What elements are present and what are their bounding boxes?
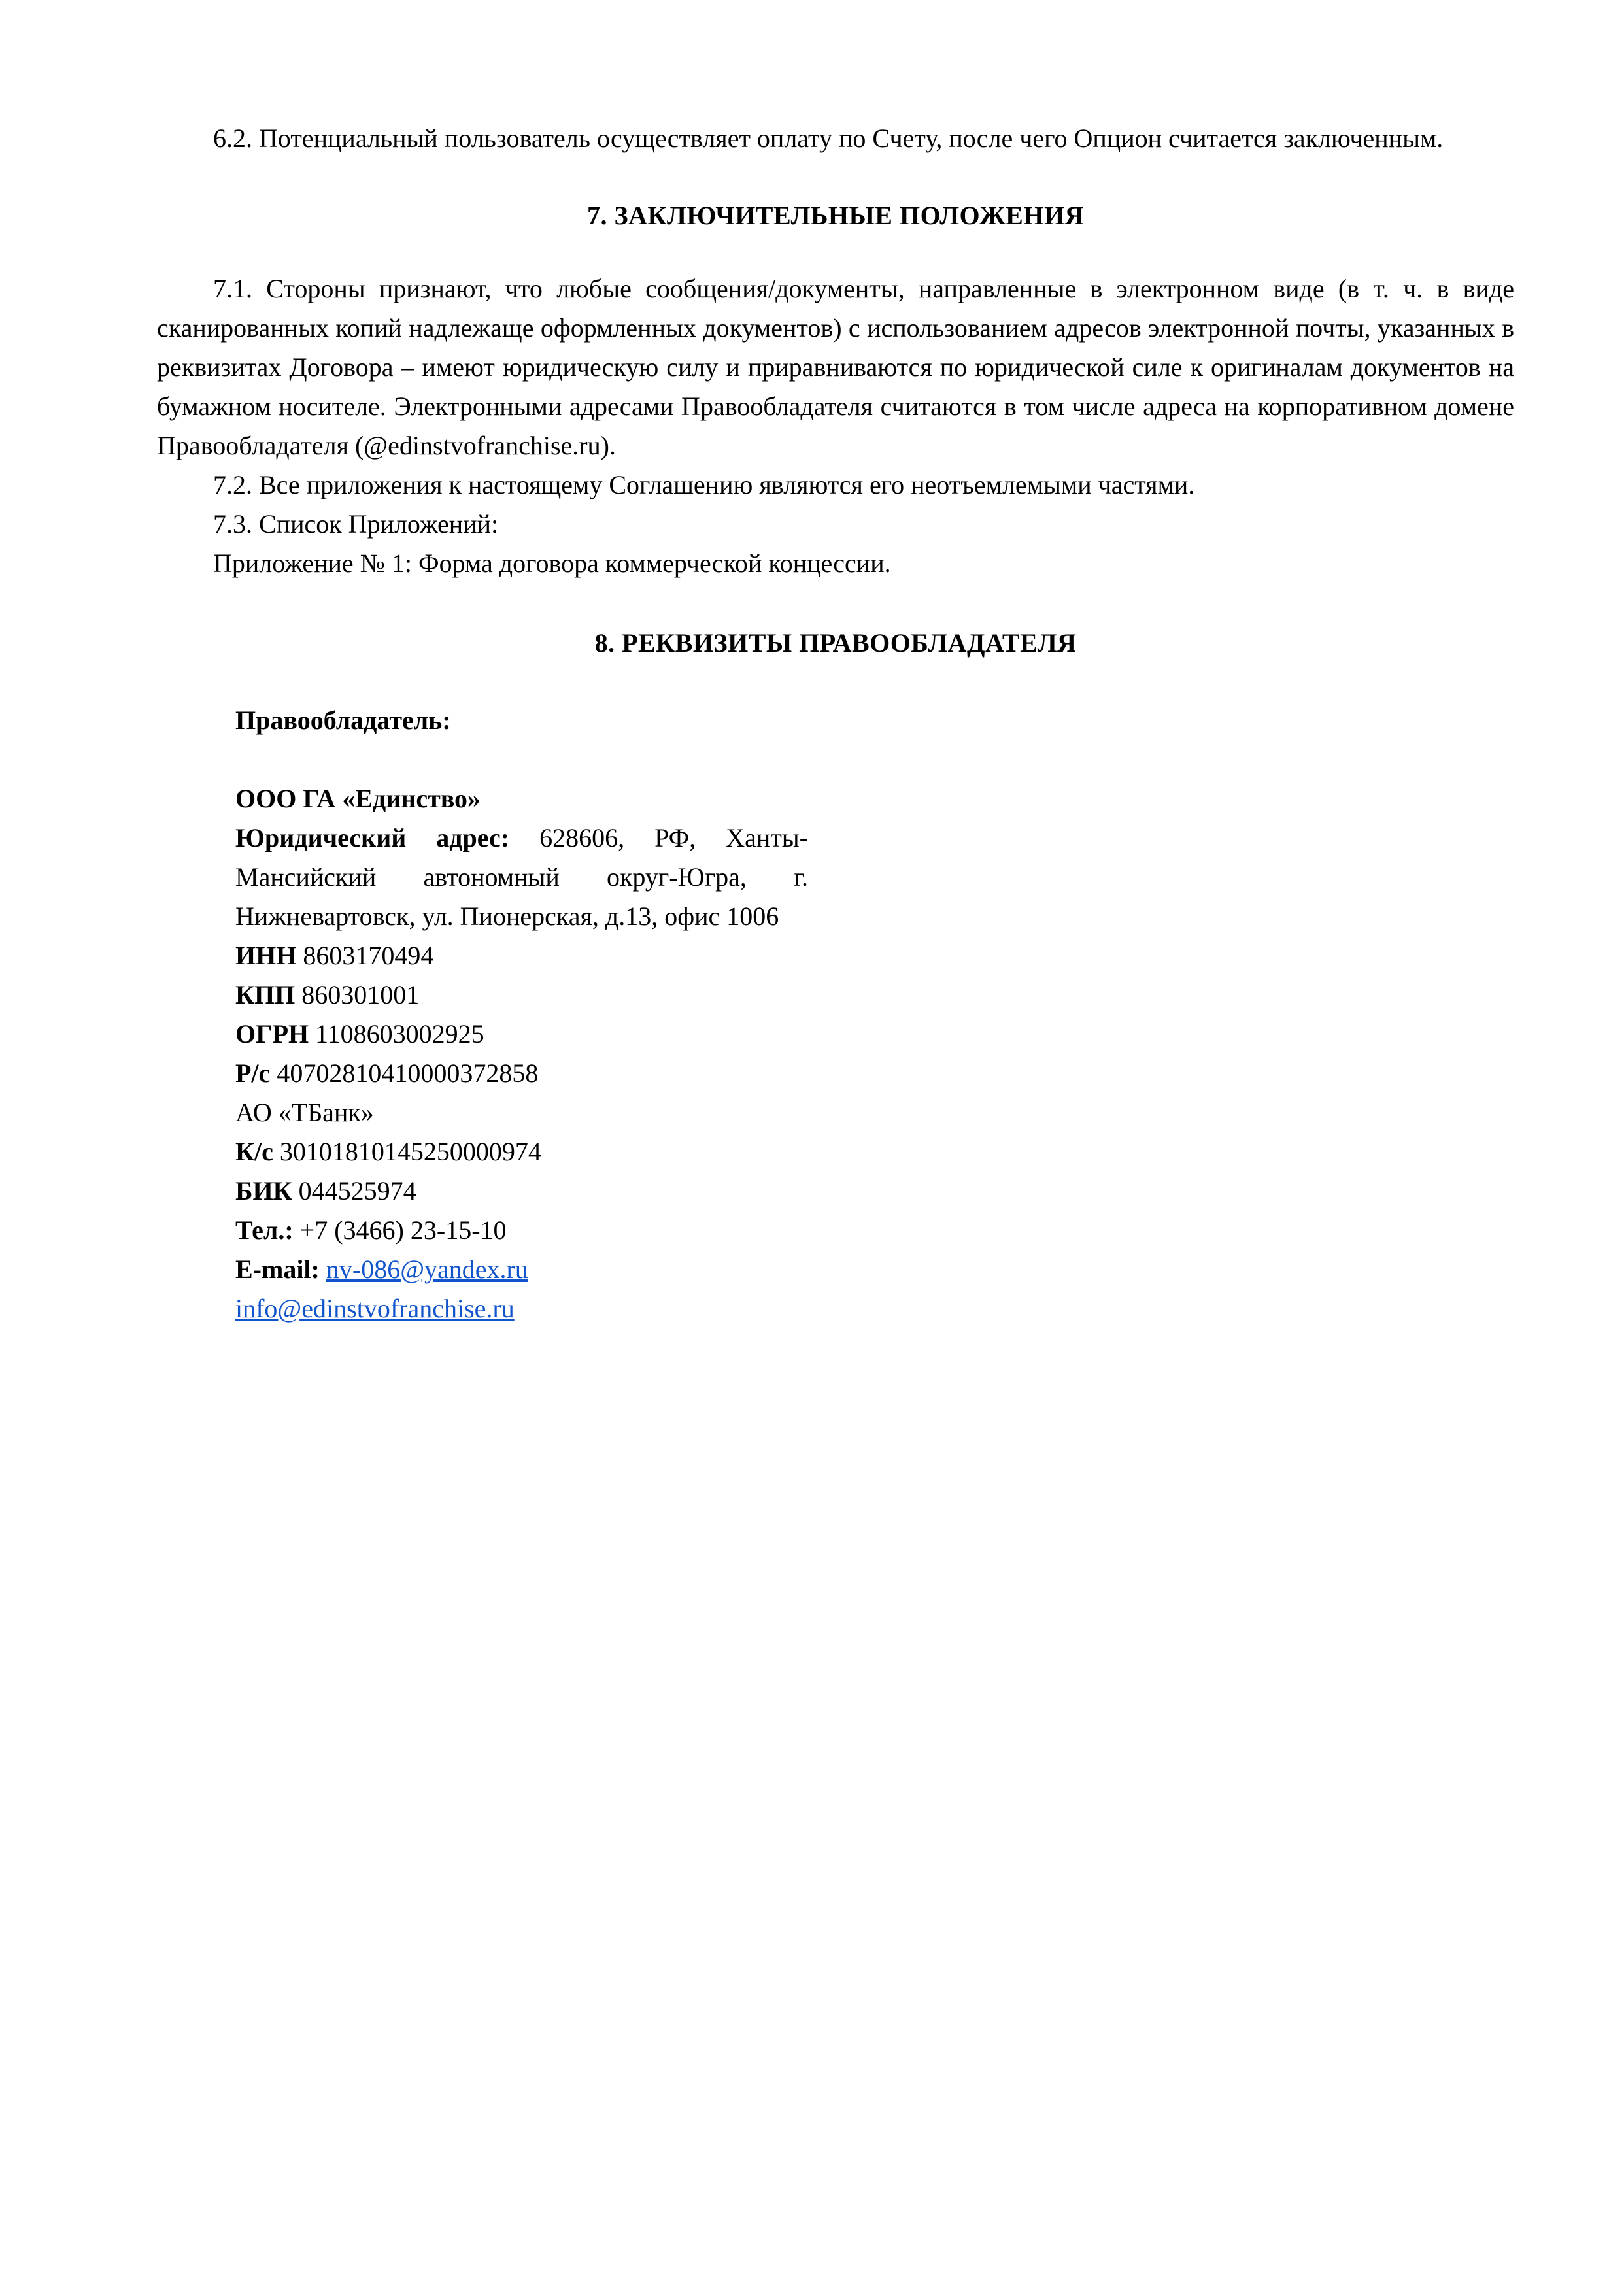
legal-address <box>235 818 808 936</box>
paragraph-6-2: 6.2. Потенциальный пользователь осуществляет оплату по Счету, после чего Опцион считается заключенным. <box>213 124 1444 153</box>
settlement-account-line <box>235 1054 808 1093</box>
bik-line <box>235 1172 808 1211</box>
phone-value: +7 (3466) 23-15-10 <box>299 1215 507 1245</box>
ogrn-label: ОГРН <box>235 1019 309 1049</box>
ogrn-value: 1108603002925 <box>315 1019 484 1049</box>
settlement-account-value: 40702810410000372858 <box>277 1058 539 1088</box>
phone-label: Тел.: <box>235 1215 294 1245</box>
section-8-heading: 8. РЕКВИЗИТЫ ПРАВООБЛАДАТЕЛЯ <box>594 628 1077 658</box>
kpp-value: 860301001 <box>301 980 420 1009</box>
company-name: ООО ГА «Единство» <box>235 784 481 813</box>
correspondent-account-label: К/с <box>235 1137 273 1166</box>
email-line-2 <box>235 1289 808 1328</box>
email-link-corporate[interactable]: info@edinstvofranchise.ru <box>235 1294 515 1323</box>
paragraph-7-2: 7.2. Все приложения к настоящему Соглашению являются его неотъемлемыми частями. <box>213 470 1195 499</box>
inn-value: 8603170494 <box>303 941 434 970</box>
correspondent-account-value: 30101810145250000974 <box>279 1137 541 1166</box>
section-7-heading: 7. ЗАКЛЮЧИТЕЛЬНЫЕ ПОЛОЖЕНИЯ <box>587 201 1084 230</box>
kpp-line <box>235 975 808 1015</box>
paragraph-7-3: 7.3. Список Приложений: <box>213 509 499 539</box>
inn-line <box>235 936 808 975</box>
rightholder-requisites <box>235 701 808 1328</box>
legal-address-label: Юридический адрес: <box>235 823 510 852</box>
email-label: E-mail: <box>235 1255 320 1284</box>
rightholder-label: Правообладатель: <box>235 705 451 735</box>
correspondent-account-line <box>235 1132 808 1172</box>
settlement-account-label: Р/с <box>235 1058 271 1088</box>
bik-label: БИК <box>235 1176 292 1206</box>
appendix-1-line: Приложение № 1: Форма договора коммерческой концессии. <box>213 548 891 578</box>
email-line <box>235 1250 808 1289</box>
inn-label: ИНН <box>235 941 297 970</box>
bik-value: 044525974 <box>298 1176 416 1206</box>
bank-name: АО «ТБанк» <box>235 1098 374 1127</box>
paragraph-7-1: 7.1. Стороны признают, что любые сообщения/документы, направленные в электронном виде (в т. ч. в виде сканированных копий надлежаще оформленных документов) с использованием адресов электронной почты, указанных в реквизитах Договора – имеют юридическую силу и приравниваются по юридической силе к оригиналам документов на бумажном носителе. Электронными адресами Правообладателя считаются в том числе адреса на корпоративном домене Правообладателя (@edinstvofranchise.ru). <box>157 274 1514 460</box>
phone-line <box>235 1211 808 1250</box>
document-body <box>157 119 1514 1328</box>
legal-address-value: 628606, РФ, Ханты-Мансийский автономный округ-Югра, г. Нижневартовск, ул. Пионерская, д.13, офис 1006 <box>235 823 808 931</box>
email-link-yandex[interactable]: nv-086@yandex.ru <box>326 1255 528 1284</box>
kpp-label: КПП <box>235 980 296 1009</box>
ogrn-line <box>235 1015 808 1054</box>
